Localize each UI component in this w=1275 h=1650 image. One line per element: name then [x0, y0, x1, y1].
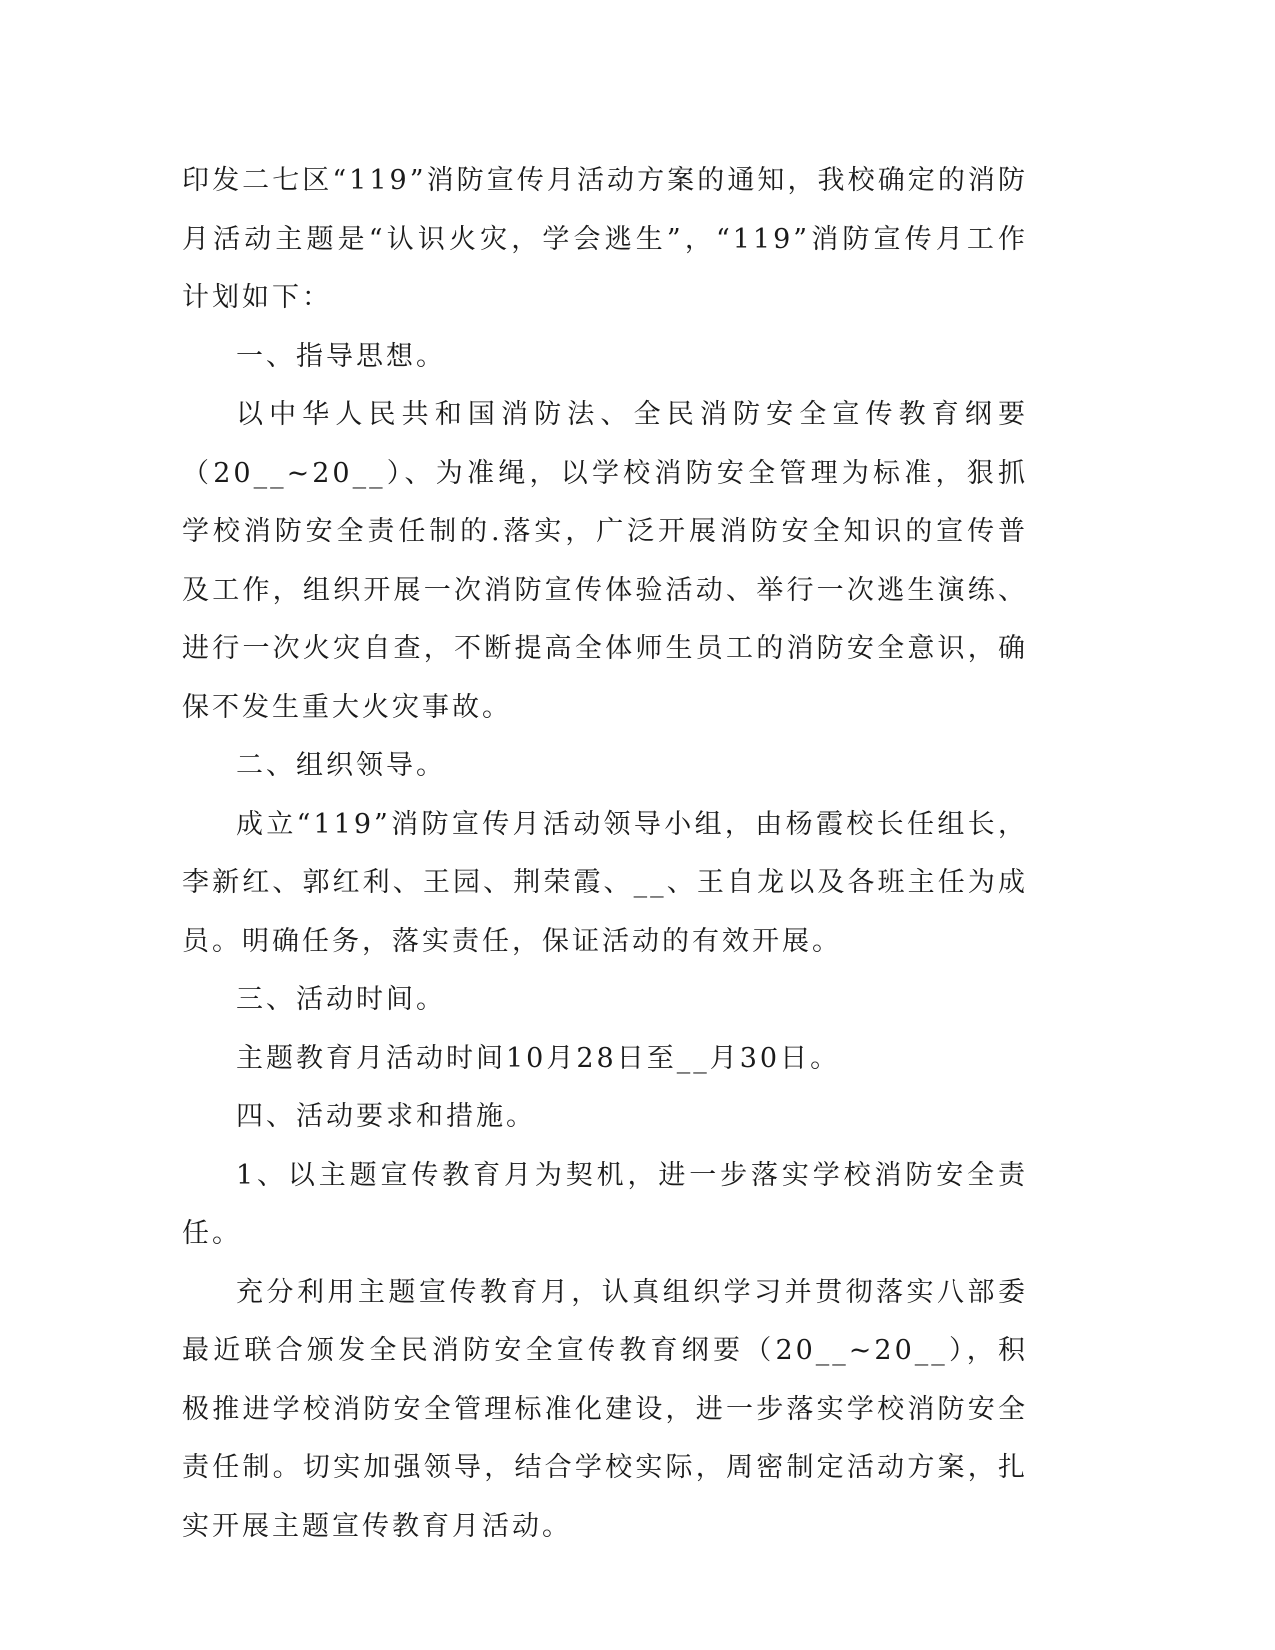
paragraph-item-1-detail: 充分利用主题宣传教育月，认真组织学习并贯彻落实八部委最近联合颁发全民消防安全宣传教育纲要（20__~20__），积极推进学校消防安全管理标准化建设，进一步落实学校消防安全责任制。切实加强领导，结合学校实际，周密制定活动方案，扎实开展主题宣传教育月活动。: [182, 1276, 1028, 1542]
document-body: [182, 152, 1028, 1556]
paragraph-activity-time: 主题教育月活动时间10月28日至__月30日。: [236, 1042, 841, 1074]
heading-guiding-ideology: 一、指导思想。: [236, 340, 446, 372]
subheading-item-1: 1、以主题宣传教育月为契机，进一步落实学校消防安全责任。: [182, 1159, 1028, 1249]
heading-organization-leadership: 二、组织领导。: [236, 750, 446, 781]
paragraph-intro-continued: 印发二七区“119”消防宣传月活动方案的通知，我校确定的消防月活动主题是“认识火灾，学会逃生”，“119”消防宣传月工作计划如下：: [182, 165, 1028, 313]
heading-requirements-measures: 四、活动要求和措施。: [236, 1101, 536, 1132]
heading-activity-time: 三、活动时间。: [236, 984, 446, 1015]
paragraph-organization-leadership: 成立“119”消防宣传月活动领导小组，由杨霞校长任组长，李新红、郭红利、王园、荆荣霞、__、王自龙以及各班主任为成员。明确任务，落实责任，保证活动的有效开展。: [182, 808, 1028, 957]
paragraph-guiding-ideology: 以中华人民共和国消防法、全民消防安全宣传教育纲要（20__~20__）、为准绳，以学校消防安全管理为标准，狠抓学校消防安全责任制的.落实，广泛开展消防安全知识的宣传普及工作，组织开展一次消防宣传体验活动、举行一次逃生演练、进行一次火灾自查，不断提高全体师生员工的消防安全意识，确保不发生重大火灾事故。: [182, 399, 1028, 723]
